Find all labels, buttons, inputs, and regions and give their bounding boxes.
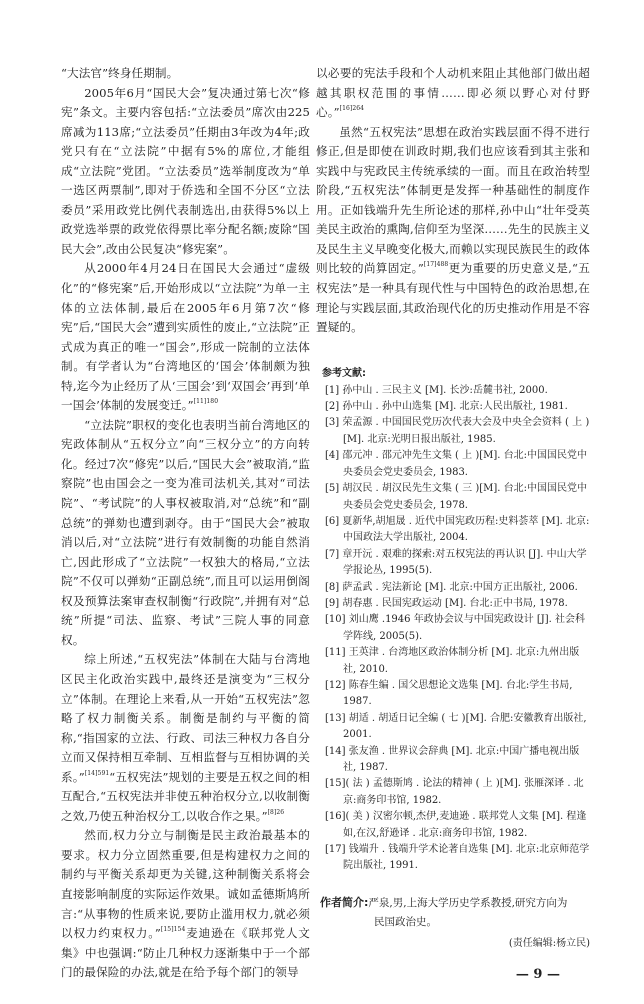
paragraph (61, 650, 310, 826)
reference-item: [7] 章开沅 . 艰难的探索:对五权宪法的再认识 [J]. 中山大学学报论丛, 1995(5). (325, 548, 587, 577)
paragraph (61, 826, 310, 982)
reference-item: [10] 刘山鹰 .1946 年政协会议与中国宪政设计 [J]. 社会科学阵线, 2005(5). (325, 614, 586, 642)
reference-item: [14] 张友渔 . 世界议会辞典 [M]. 北京:中国广播电视出版社, 1987. (325, 745, 580, 773)
reference-item: [6] 夏新华,胡旭晟 . 近代中国宪政历程:史料荟萃 [M]. 北京:中国政法大学出版社, 2004. (325, 515, 590, 544)
reference-item: [2] 孙中山 . 孙中山选集 [M]. 北京:人民出版社, 1981. (325, 401, 568, 413)
reference-item: [12] 陈春生编 . 国父思想论文选集 [M]. 台北:学生书局, 1987. (325, 679, 573, 708)
reference-item: [11] 王英津 . 台湾地区政治体制分析 [M]. 北京:九州出版社, 2010. (325, 647, 580, 675)
paragraph-text: 以必要的宪法手段和个人动机来阻止其他部门做出超越其职权范围的事情……即必须以野心对付野心。” (316, 66, 590, 120)
reference-item: [3] 荣孟源 . 中国国民党历次代表大会及中央全会资料 ( 上 ) [M]. 北京:光明日报出版社, 1985. (325, 417, 590, 445)
author-bio-continued: 民国政治史。 (374, 915, 437, 928)
author-bio-text: 严泉,男,上海大学历史学系教授,研究方向为 (368, 896, 568, 909)
reference-item: [1] 孙中山 . 三民主义 [M]. 长沙:岳麓书社, 2000. (325, 384, 548, 396)
page-number: — 9 — (515, 966, 560, 982)
paragraph (316, 64, 590, 123)
paragraph (316, 123, 590, 338)
paragraph-text: 然而,权力分立与制衡是民主政治最基本的要求。权力分立固然重要,但是构建权力之间的制约与平衡关系却更为关键,这种制衡关系将会直接影响制度的实际运作效果。诚如孟德斯鸠所言:“从事物的性质来说,要防止滥用权力,就必须以权力约束权力。” (61, 828, 310, 941)
references-heading: 参考文献: (322, 367, 366, 379)
paragraph-text: “立法院”职权的变化也表明当前台湾地区的宪政体制从“五权分立”向“三权分立”的方向转化。经过7次“修宪”以后,“国民大会”被取消,“监察院”也由国会之一变为准司法机关,其对“司法院”、“考试院”的人事权被取消,对“总统”和“副总统”的弹劾也遭到剥夺。由于“国民大会”被取消以后,对“立法院”进行有效制衡的功能自然消亡,因此形成了“立法院”一权独大的格局,“立法院”不仅可以弹劾“正副总统”,而且可以运用倒阁权及预算法案审查权制衡“行政院”,并拥有对“总统”所提“司法、监察、考试”三院人事的同意权。 (61, 417, 310, 647)
citation: [8]26 (267, 808, 285, 816)
paragraph-text: 麦迪逊在《联邦党人文集》中也强调:“防止几种权力逐渐集中于一个部门的最保险的办法,就是在给予每个部门的领导 (61, 926, 310, 980)
paragraph (61, 416, 310, 651)
reference-item: [8] 萨孟武 . 宪法新论 [M]. 北京:中国方正出版社, 2006. (325, 581, 578, 593)
paragraph (61, 64, 310, 84)
paragraph-text: 更为重要的历史意义是,“五权宪法”是一种具有现代性与中国特色的政治思想,在理论与实践层面,其政治现代化的历史推动作用是不容置疑的。 (316, 261, 590, 335)
paragraph (61, 84, 310, 260)
right-column-body (316, 64, 590, 875)
responsible-editor: (责任编辑:杨立民) (508, 937, 590, 949)
left-column (61, 64, 310, 1003)
reference-item: [4] 邵元冲 . 邵元冲先生文集 ( 上 )[M]. 台北:中国国民党中央委员会党史委员会, 1983. (325, 450, 587, 478)
reference-item: [16]( 美 ) 汉密尔顿,杰伊,麦迪逊 . 联邦党人文集 [M]. 程逢如,在汉,舒逊译 . 北京:商务印书馆, 1982. (325, 811, 587, 839)
paragraph-text: “大法官”终身任期制。 (61, 66, 179, 80)
paragraph-text: 综上所述,“五权宪法”体制在大陆与台湾地区民主化政治实践中,最终还是演变为“三权分立”体制。在理论上来看,从一开始“五权宪法”忽略了权力制衡关系。制衡是制约与平衡的简称,“指国家的立法、行政、司法三种权力各自分立而又保持相互牵制、互相监督与互相协调的关系。” (61, 652, 310, 784)
paragraph-text: 从2000年4月24日在国民大会通过“虚级化”的“修宪案”后,开始形成以“立法院”为单一主体的立法体制,最后在2005年6月第7次“修宪”后,“国民大会”遭到实质性的废止,“立法院”正式成为真正的唯一“国会”,形成一院制的立法体制。有学者认为“台湾地区的‘国会’体制颇为独特,迄今为止经历了从‘三国会’到‘双国会’再到‘单一国会’体制的发展变迁。” (61, 261, 310, 413)
reference-item: [9] 胡春惠 . 民国宪政运动 [M]. 台北:正中书局, 1978. (325, 597, 568, 609)
reference-item: [5] 胡汉民 . 胡汉民先生文集 ( 三 )[M]. 台北:中国国民党中央委员会党史委员会, 1978. (325, 483, 587, 511)
paragraph (61, 259, 310, 415)
citation: [11]180 (193, 398, 219, 406)
paragraph-text: “五权宪法”规划的主要是五权之间的相互配合,“五权宪法并非使五种治权分立,以收制衡之效,乃使五种治权分工,以收合作之果。” (61, 769, 311, 823)
citation: [17]488 (423, 261, 449, 269)
citation: [14]591 (84, 769, 110, 777)
citation: [15]154 (160, 926, 186, 934)
reference-item: [13] 胡适 . 胡适日记全编 ( 七 )[M]. 合肥:安徽教育出版社, 2001. (325, 712, 587, 741)
reference-item: [17] 钱端升 . 钱端升学术论著自选集 [M]. 北京:北京师范学院出版社, 1991. (325, 844, 590, 872)
citation: [16]264 (339, 105, 365, 113)
author-bio-label: 作者简介: (320, 895, 369, 909)
paragraph-text: 2005年6月“国民大会”复决通过第七次“修宪”条文。主要内容包括:“立法委员”席次由225席减为113席;“立法委员”任期由3年改为4年;政党只有在“立法院”中据有5%的席位,才能组成“立法院”党团。“立法委员”选举制度改为“单一选区两票制”,即对于侨选和全国不分区“立法委员”采用政党比例代表制选出,由获得5%以上政党选举票的政党依得票比率分配名额;废除“国民大会”,改由公民复决“修宪案”。 (61, 85, 310, 256)
paragraph-text: 虽然“五权宪法”思想在政治实践层面不得不进行修正,但是即使在训政时期,我们也应该看到其主张和实践中与宪政民主传统承续的一面。而且在政治转型阶段,“五权宪法”体制更是发挥一种基础性的制度作用。正如钱端升先生所论述的那样,孙中山“壮年受英美民主政治的熏陶,信仰至为坚深……先生的民族主义及民生主义早晚变化极大,而赖以实现民族民生的政体则比较的尚算固定。” (316, 124, 590, 276)
author-bio (320, 893, 590, 932)
reference-item: [15]( 法 ) 孟德斯鸠 . 论法的精神 ( 上 )[M]. 张雁深译 . 北京:商务印书馆, 1982. (325, 778, 584, 806)
